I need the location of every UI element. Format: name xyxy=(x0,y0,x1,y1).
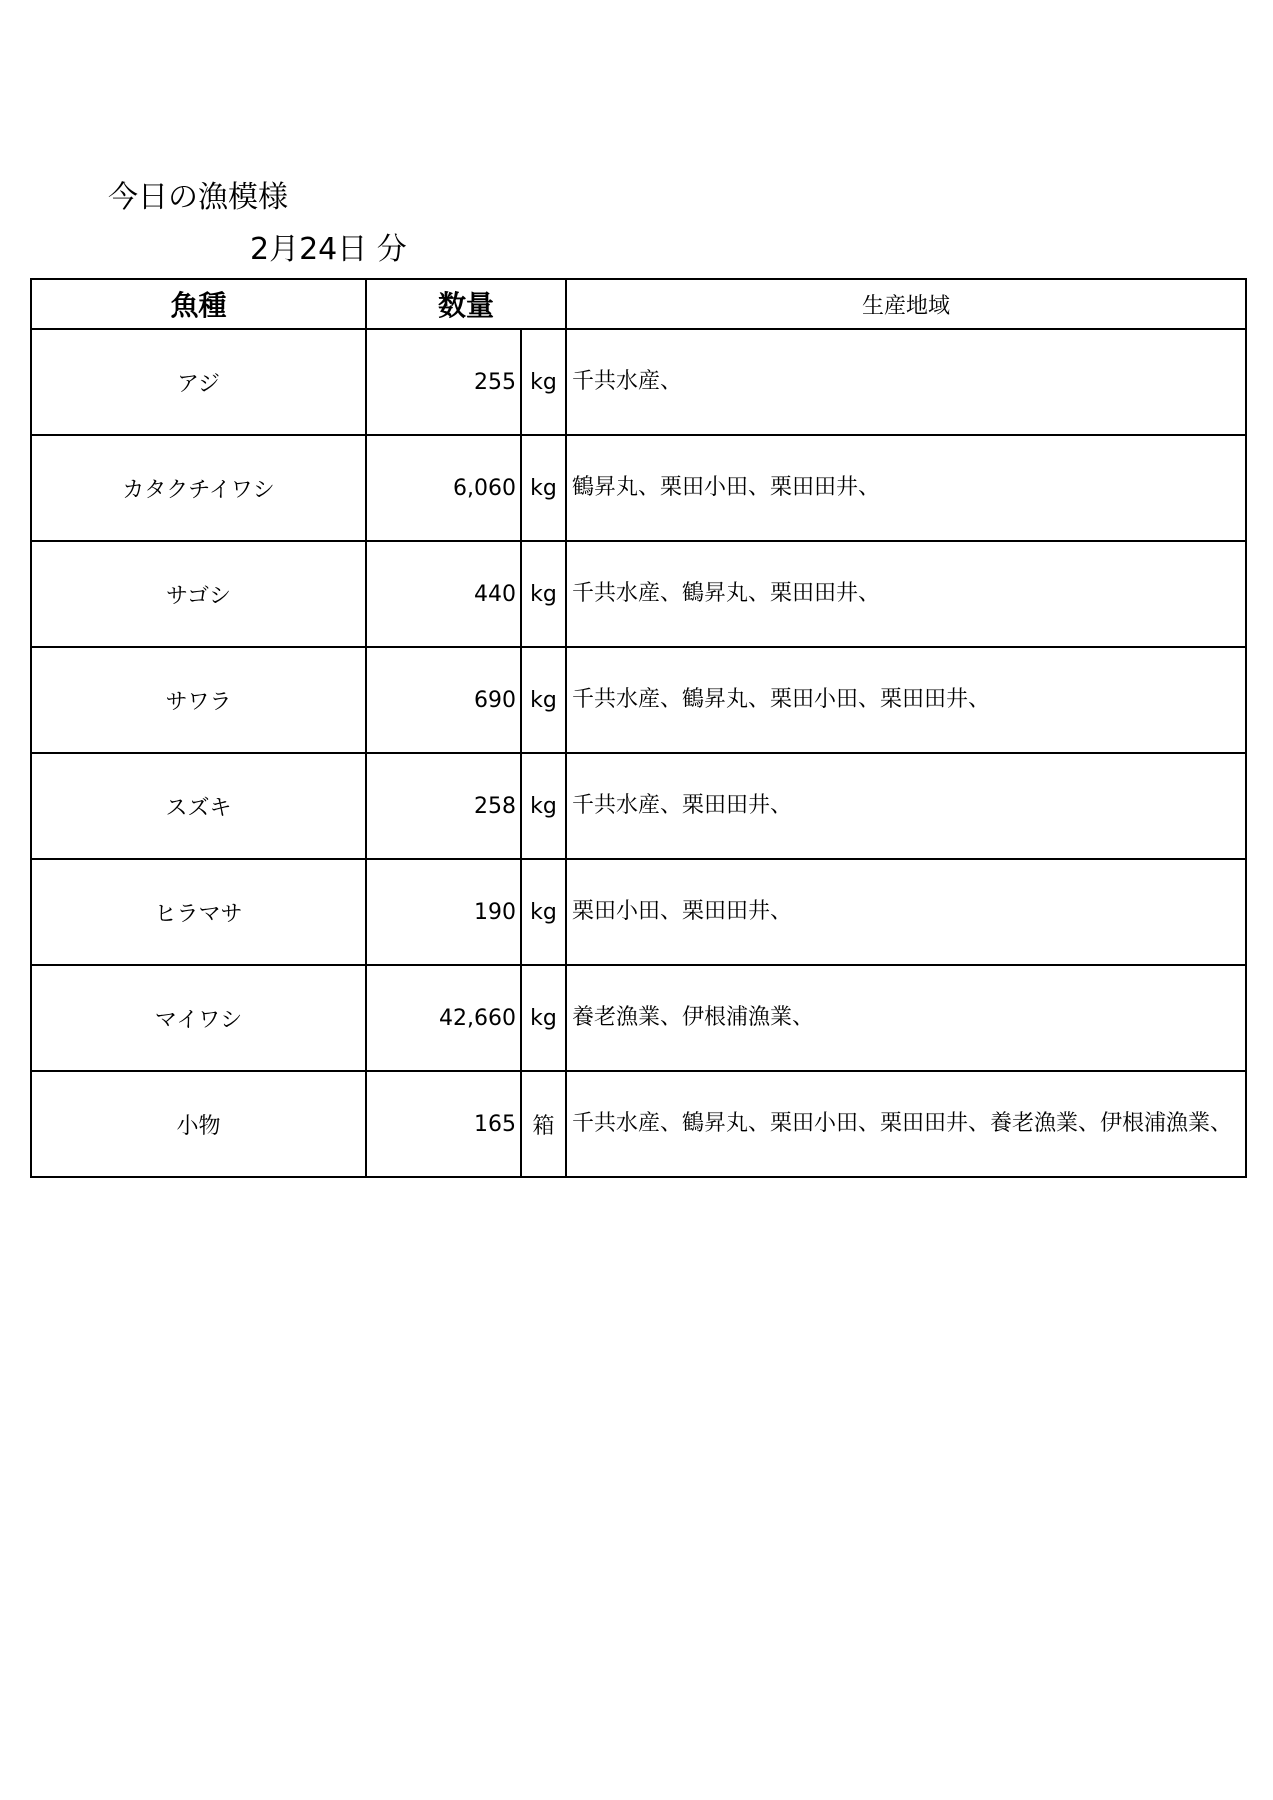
quantity-unit: kg xyxy=(521,435,566,541)
production-region: 鶴昇丸、栗田小田、栗田田井、 xyxy=(566,435,1246,541)
quantity-unit: kg xyxy=(521,541,566,647)
fish-name: ヒラマサ xyxy=(31,859,366,965)
table-header-row xyxy=(31,279,1246,329)
header-region: 生産地域 xyxy=(566,279,1246,329)
catch-table xyxy=(30,278,1247,1178)
table-row xyxy=(31,753,1246,859)
production-region: 千共水産、 xyxy=(566,329,1246,435)
production-region: 千共水産、鶴昇丸、栗田小田、栗田田井、 xyxy=(566,647,1246,753)
quantity-value: 255 xyxy=(366,329,521,435)
quantity-unit: kg xyxy=(521,965,566,1071)
quantity-unit: 箱 xyxy=(521,1071,566,1177)
report-date: 2月24日 分 xyxy=(250,232,407,267)
quantity-value: 6,060 xyxy=(366,435,521,541)
quantity-unit: kg xyxy=(521,753,566,859)
production-region: 千共水産、栗田田井、 xyxy=(566,753,1246,859)
fish-name: サゴシ xyxy=(31,541,366,647)
quantity-value: 440 xyxy=(366,541,521,647)
quantity-unit: kg xyxy=(521,329,566,435)
quantity-value: 42,660 xyxy=(366,965,521,1071)
quantity-value: 165 xyxy=(366,1071,521,1177)
table-row xyxy=(31,435,1246,541)
production-region: 養老漁業、伊根浦漁業、 xyxy=(566,965,1246,1071)
header-quantity: 数量 xyxy=(366,279,566,329)
fish-name: カタクチイワシ xyxy=(31,435,366,541)
fish-name: スズキ xyxy=(31,753,366,859)
table-row xyxy=(31,541,1246,647)
page-title: 今日の漁模様 xyxy=(108,180,288,215)
quantity-value: 690 xyxy=(366,647,521,753)
table-row xyxy=(31,859,1246,965)
header-fish: 魚種 xyxy=(31,279,366,329)
table-row xyxy=(31,1071,1246,1177)
quantity-value: 190 xyxy=(366,859,521,965)
fish-name: アジ xyxy=(31,329,366,435)
fish-name: 小物 xyxy=(31,1071,366,1177)
fish-name: サワラ xyxy=(31,647,366,753)
quantity-unit: kg xyxy=(521,647,566,753)
table-row xyxy=(31,329,1246,435)
quantity-value: 258 xyxy=(366,753,521,859)
quantity-unit: kg xyxy=(521,859,566,965)
table-row xyxy=(31,647,1246,753)
fish-name: マイワシ xyxy=(31,965,366,1071)
production-region: 千共水産、鶴昇丸、栗田田井、 xyxy=(566,541,1246,647)
table-row xyxy=(31,965,1246,1071)
production-region: 千共水産、鶴昇丸、栗田小田、栗田田井、養老漁業、伊根浦漁業、 xyxy=(566,1071,1246,1177)
production-region: 栗田小田、栗田田井、 xyxy=(566,859,1246,965)
